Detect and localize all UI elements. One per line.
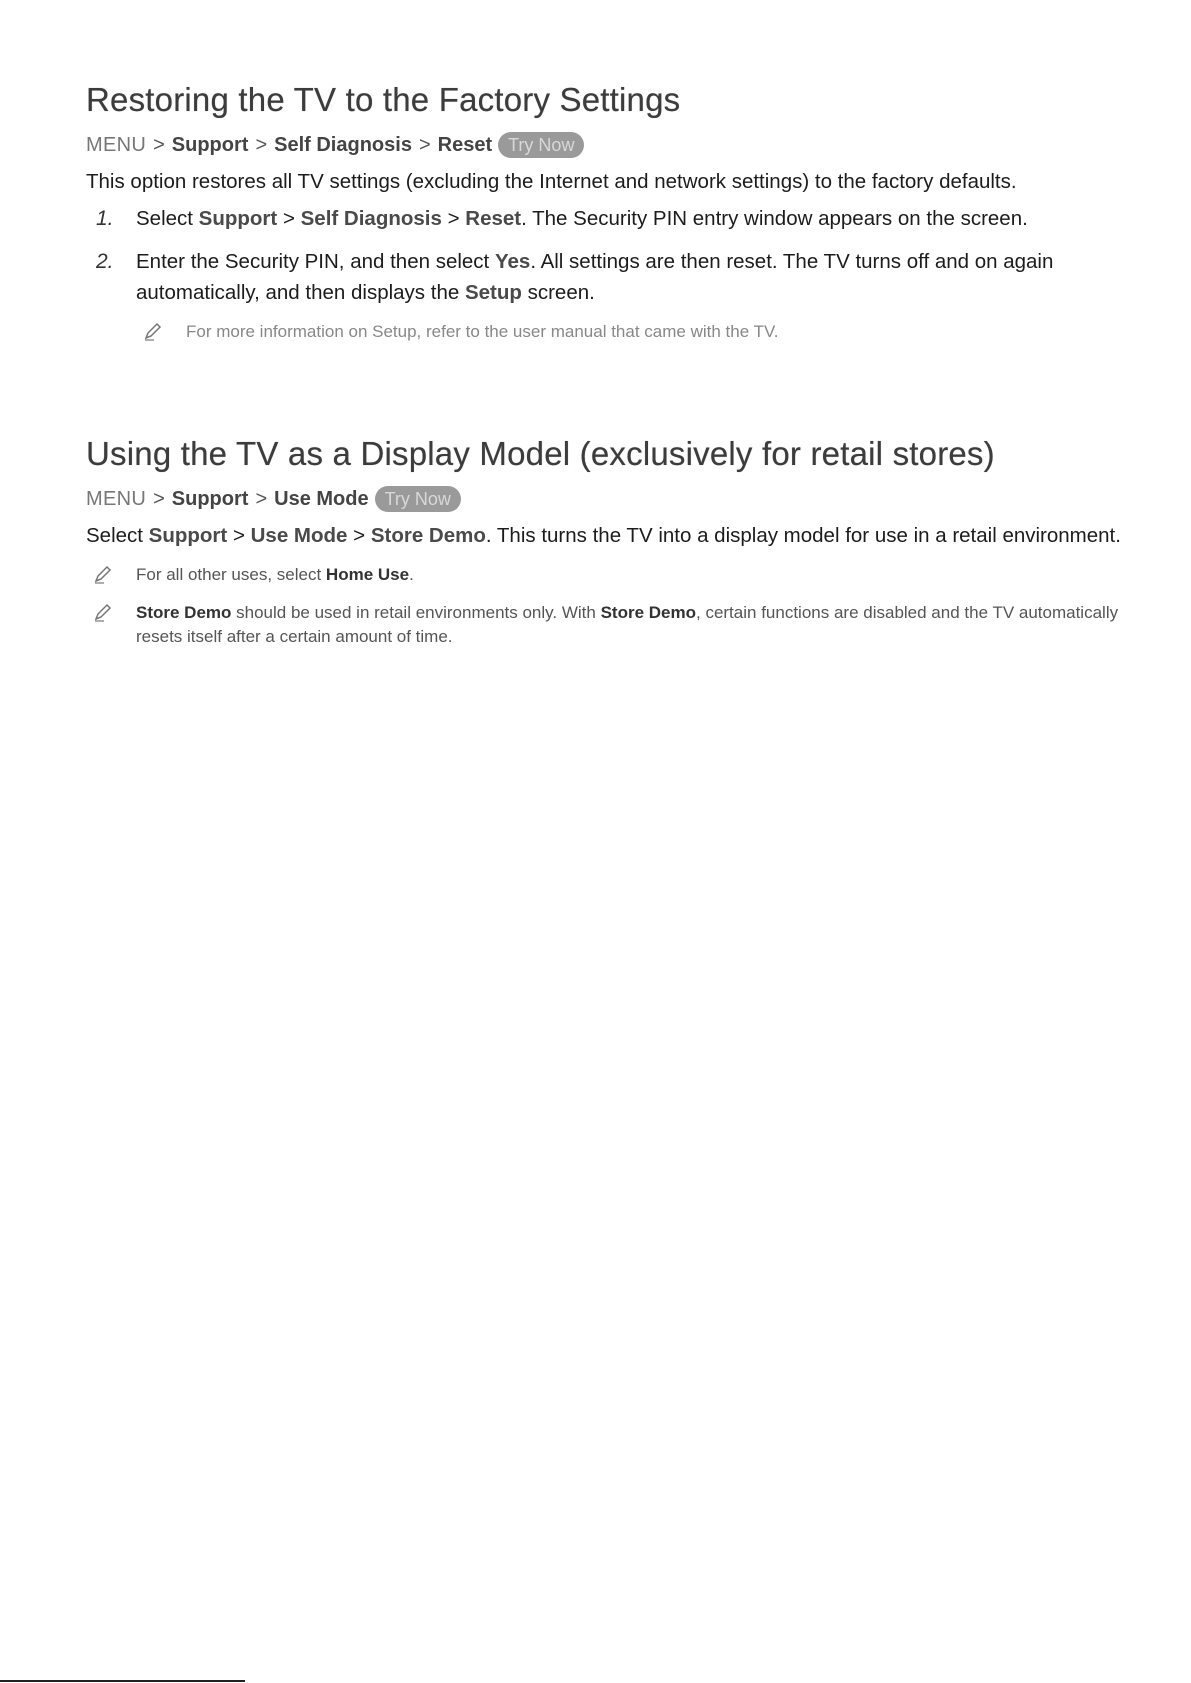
step-text: Select: [136, 207, 199, 230]
section-display-model: [86, 432, 1126, 649]
section-title: Restoring the TV to the Factory Settings: [86, 81, 681, 118]
pencil-icon: [142, 320, 164, 342]
try-now-button[interactable]: Try Now: [375, 486, 461, 512]
step-number: 1.: [96, 207, 114, 230]
step-text: >: [277, 207, 301, 230]
path-item-support: Support: [171, 488, 249, 510]
note-text: For more information on Setup, refer to the user manual that came with the TV.: [186, 322, 779, 341]
step-highlight: Support: [198, 207, 278, 230]
note-text: For all other uses, select: [136, 565, 326, 584]
path-item-support: Support: [171, 134, 249, 156]
step-highlight: Self Diagnosis: [300, 207, 442, 230]
section-title: Using the TV as a Display Model (exclusively for retail stores): [86, 435, 995, 472]
list-item: [86, 203, 1126, 234]
intro-highlight: Use Mode: [250, 524, 348, 547]
steps-list: [86, 203, 1126, 308]
path-item-self-diagnosis: Self Diagnosis: [274, 134, 412, 156]
intro-part: . This turns the TV into a display model for use in a retail environment.: [485, 524, 1121, 547]
note-text: should be used in retail environments only. With: [231, 603, 601, 622]
step-text: . The Security PIN entry window appears on the screen.: [521, 207, 1028, 230]
note-highlight: Store Demo: [600, 603, 696, 622]
menu-label: MENU: [86, 134, 147, 156]
note-highlight: Store Demo: [136, 603, 232, 622]
note-highlight: Home Use: [325, 565, 410, 584]
intro-highlight: Support: [148, 524, 228, 547]
path-item-reset: Reset: [437, 134, 493, 156]
path-separator: >: [153, 134, 165, 156]
note-text: , certain functions are disabled and the TV automatically resets itself after a certain amount of time.: [136, 603, 1119, 646]
section-factory-settings: [86, 78, 1126, 344]
step-highlight: Reset: [465, 207, 522, 230]
setup-note: [136, 320, 1126, 344]
path-item-use-mode: Use Mode: [274, 488, 369, 510]
intro-part: >: [347, 524, 371, 547]
menu-path: [86, 486, 1126, 512]
step-text: >: [441, 207, 466, 230]
footer-divider: [0, 1680, 245, 1682]
path-separator: >: [153, 488, 165, 510]
path-separator: >: [418, 134, 431, 156]
step-text: Enter the Security PIN, and then select: [136, 250, 495, 273]
list-item: [86, 246, 1126, 308]
menu-label: MENU: [86, 488, 147, 510]
note-text: .: [409, 565, 414, 584]
path-separator: >: [255, 488, 268, 510]
intro-highlight: Store Demo: [370, 524, 486, 547]
intro-text: [86, 522, 1126, 549]
pencil-icon: [92, 563, 114, 585]
menu-path: [86, 132, 1126, 158]
step-highlight: Yes: [494, 250, 531, 273]
pencil-icon: [92, 601, 114, 623]
step-number: 2.: [96, 250, 114, 273]
path-separator: >: [255, 134, 268, 156]
try-now-button[interactable]: Try Now: [498, 132, 584, 158]
intro-part: Select: [86, 524, 149, 547]
step-highlight: Setup: [464, 281, 522, 304]
intro-text: This option restores all TV settings (excluding the Internet and network settings) to the factory defaults.: [86, 170, 1017, 193]
store-demo-note: [86, 601, 1126, 649]
step-text: screen.: [521, 281, 595, 304]
step-text: . All settings are then reset. The TV turns off and on again automatically, and then displays the: [136, 250, 1054, 304]
intro-part: >: [227, 524, 251, 547]
home-use-note: [86, 563, 1126, 587]
